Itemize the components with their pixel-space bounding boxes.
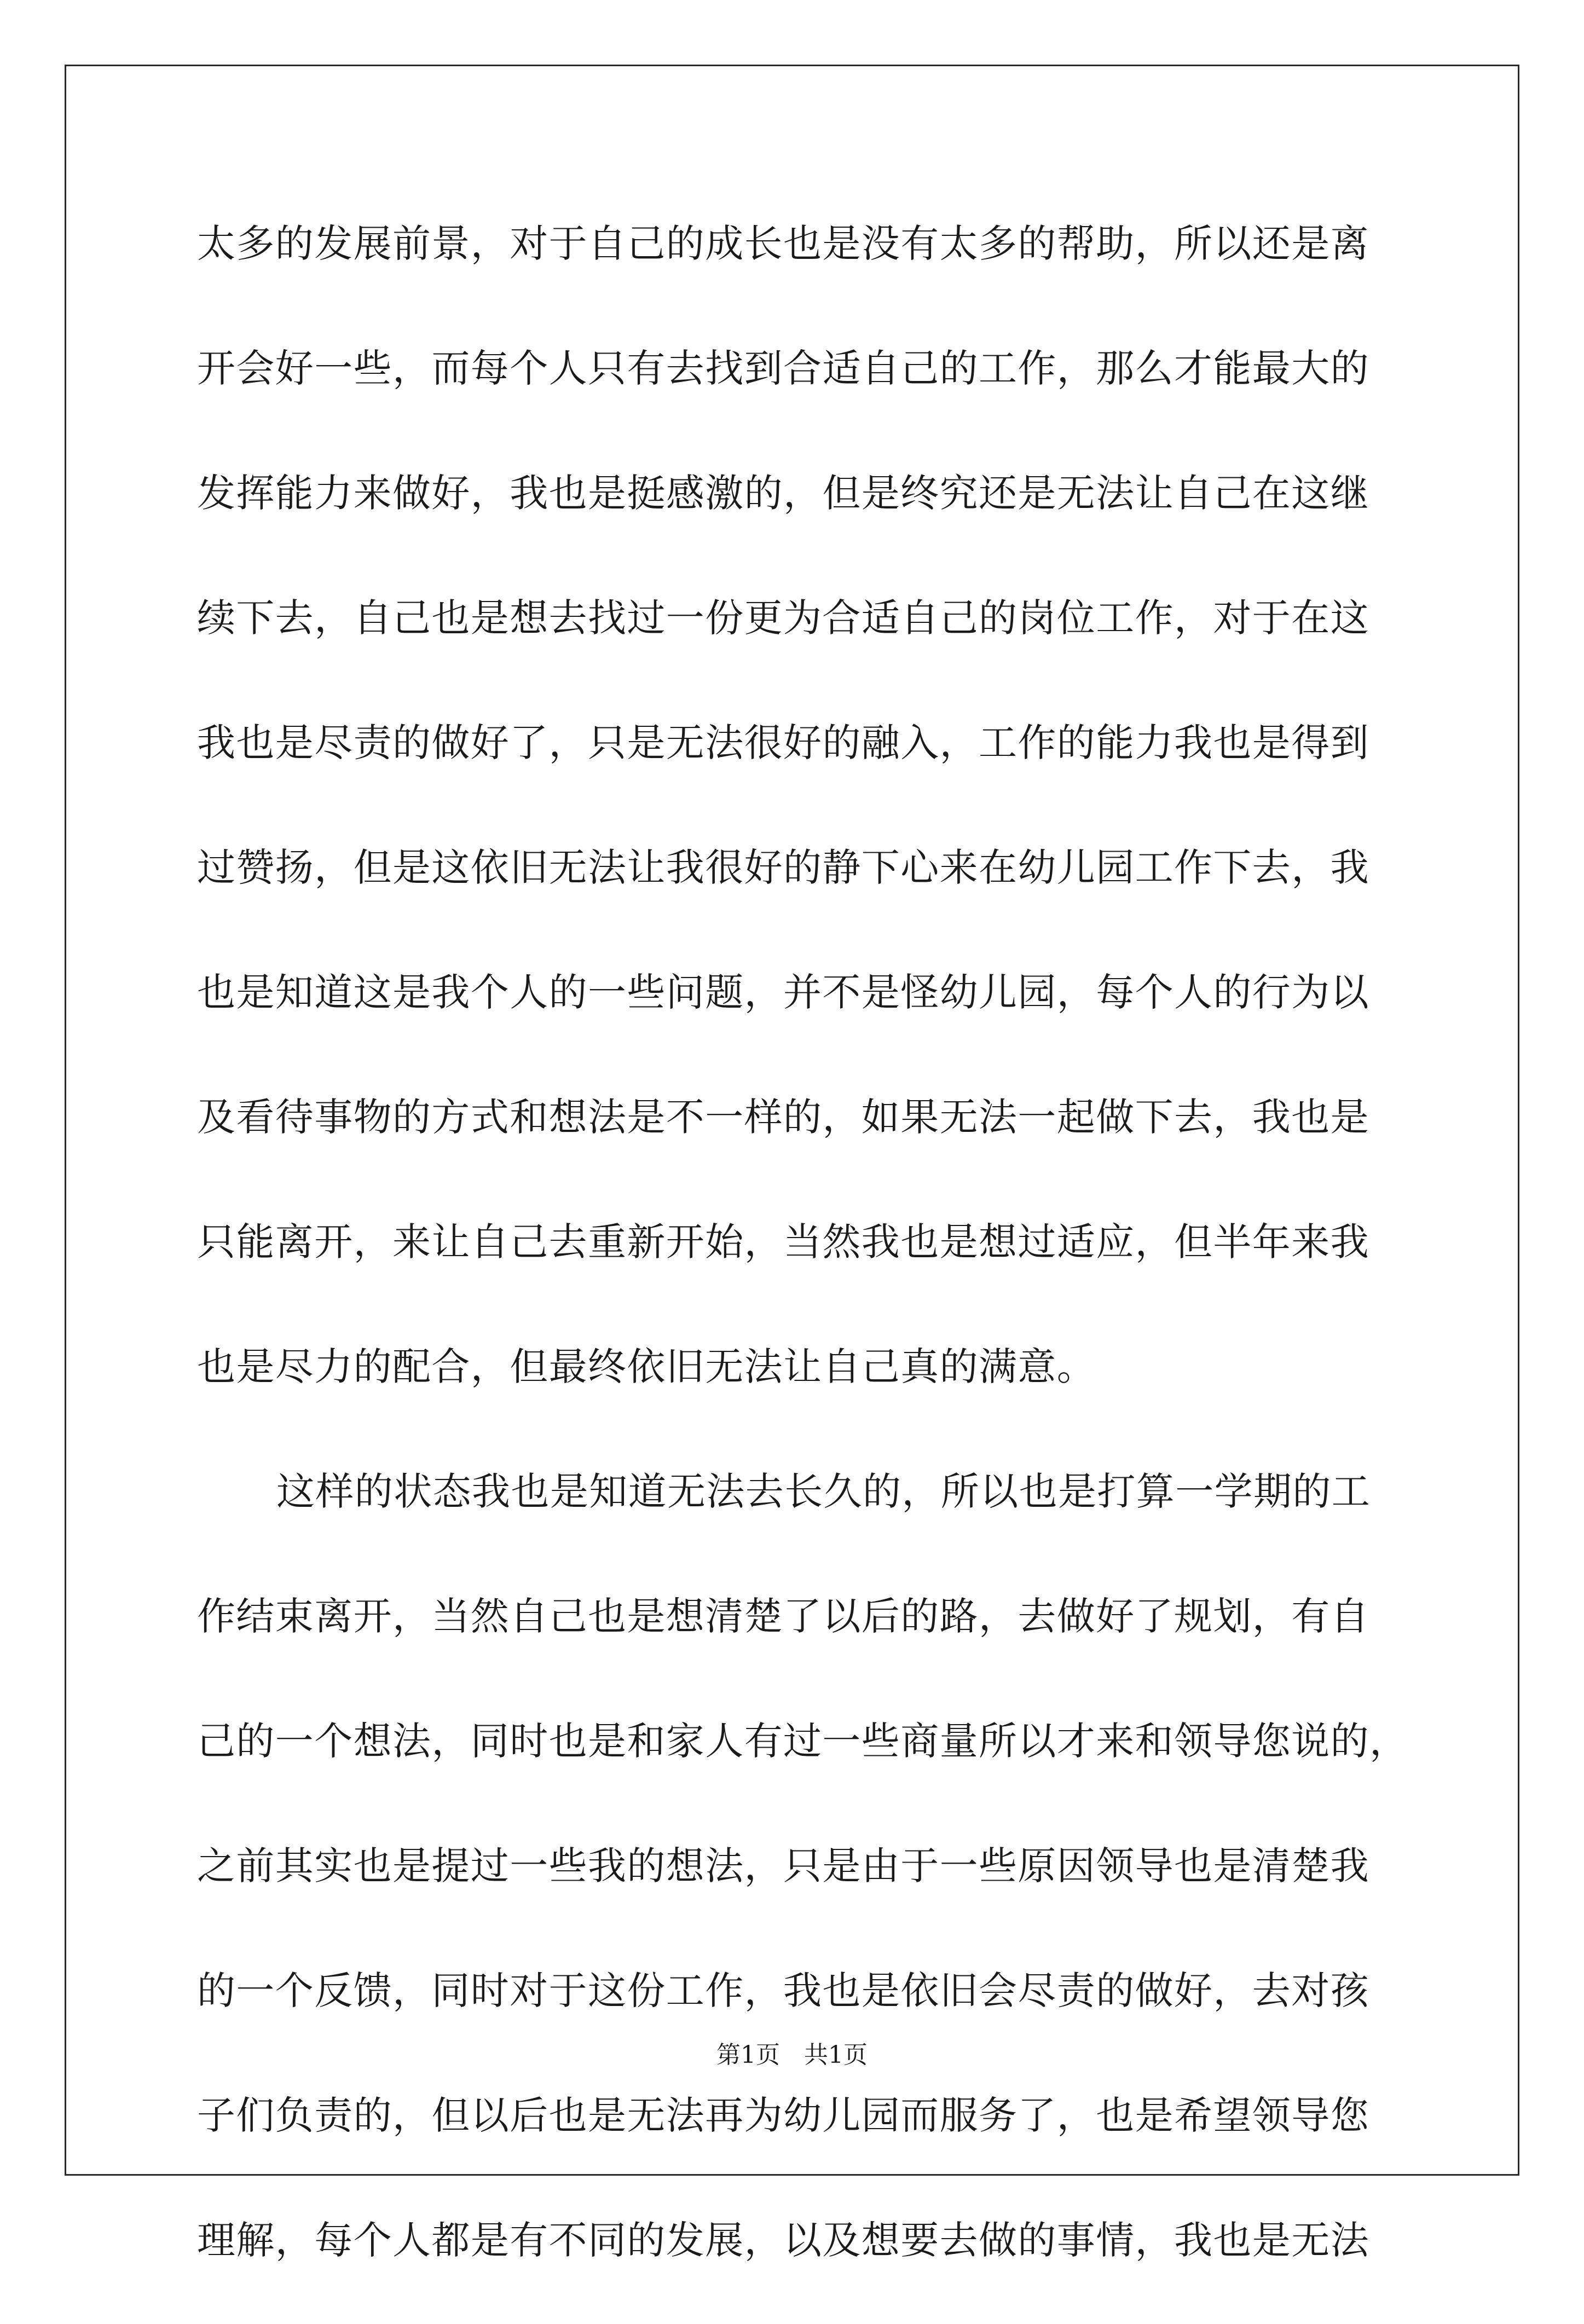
paragraph-1-line-5: 我也是尽责的做好了，只是无法很好的融入，工作的能力我也是得到	[197, 720, 1369, 765]
paragraph-2-line-3: 己的一个想法，同时也是和家人有过一些商量所以才来和领导您说的，	[197, 1719, 1409, 1764]
paragraph-2-line-2: 作结束离开，当然自己也是想清楚了以后的路，去做好了规划，有自	[197, 1594, 1369, 1639]
paragraph-1-line-10: 也是尽力的配合，但最终依旧无法让自己真的满意。	[197, 1344, 1096, 1389]
paragraph-1-line-3: 发挥能力来做好，我也是挺感激的，但是终究还是无法让自己在这继	[197, 471, 1369, 516]
document-body	[197, 203, 1407, 2324]
paragraph-2-line-1: 这样的状态我也是知道无法去长久的，所以也是打算一学期的工	[276, 1469, 1371, 1514]
paragraph-1-line-8: 及看待事物的方式和想法是不一样的，如果无法一起做下去，我也是	[197, 1095, 1369, 1140]
paragraph-2-line-4: 之前其实也是提过一些我的想法，只是由于一些原因领导也是清楚我	[197, 1843, 1369, 1888]
paragraph-1-line-2: 开会好一些，而每个人只有去找到合适自己的工作，那么才能最大的	[197, 346, 1369, 391]
paragraph-2-line-7: 理解，每个人都是有不同的发展，以及想要去做的事情，我也是无法	[197, 2218, 1369, 2263]
paragraph-2-line-6: 子们负责的，但以后也是无法再为幼儿园而服务了，也是希望领导您	[197, 2093, 1369, 2138]
paragraph-1-line-1: 太多的发展前景，对于自己的成长也是没有太多的帮助，所以还是离	[197, 221, 1369, 266]
paragraph-1-line-7: 也是知道这是我个人的一些问题，并不是怪幼儿园，每个人的行为以	[197, 970, 1369, 1015]
paragraph-1-line-4: 续下去，自己也是想去找过一份更为合适自己的岗位工作，对于在这	[197, 596, 1369, 640]
paragraph-1-line-6: 过赞扬，但是这依旧无法让我很好的静下心来在幼儿园工作下去，我	[197, 845, 1369, 890]
page-footer: 第1页 共1页	[716, 2041, 868, 2069]
paragraph-1-line-9: 只能离开，来让自己去重新开始，当然我也是想过适应，但半年来我	[197, 1219, 1369, 1264]
paragraph-2-line-5: 的一个反馈，同时对于这份工作，我也是依旧会尽责的做好，去对孩	[197, 1968, 1369, 2013]
